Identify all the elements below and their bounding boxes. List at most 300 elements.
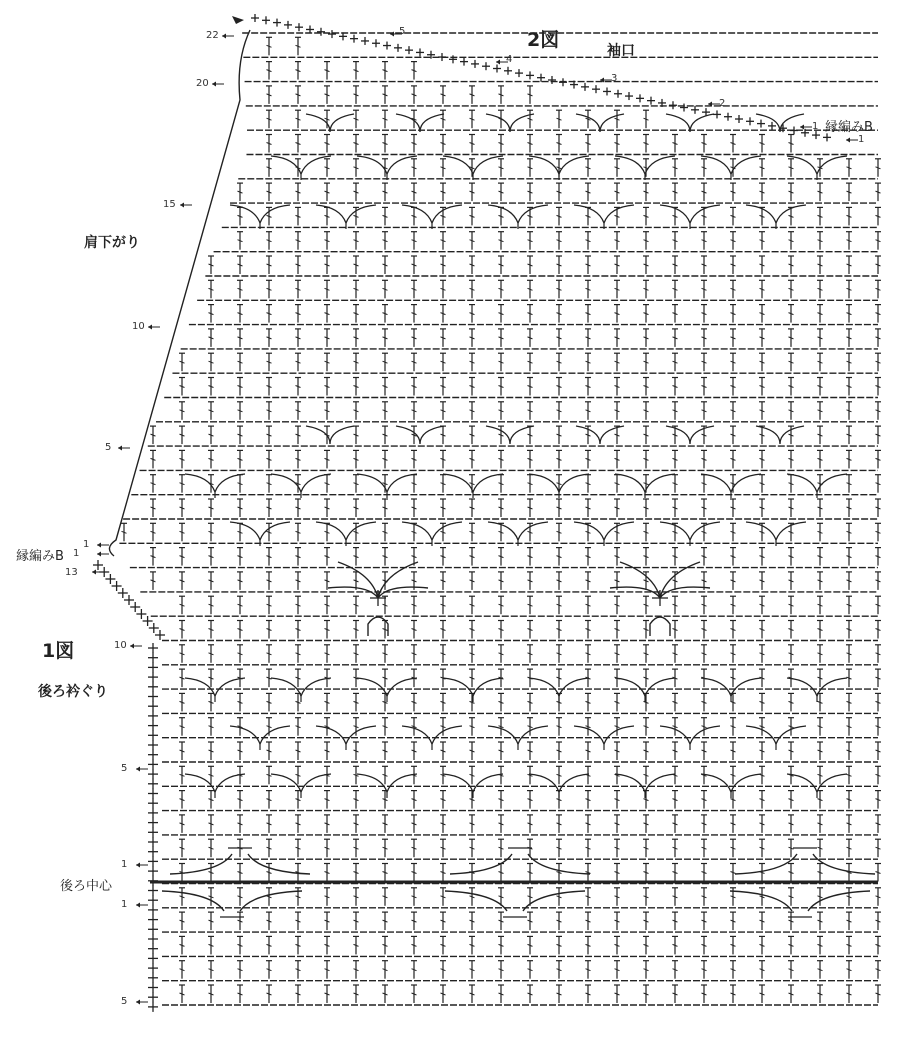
- double-crochet-stitch: [643, 621, 649, 639]
- double-crochet-stitch: [469, 450, 475, 468]
- double-crochet-stitch: [701, 985, 707, 1003]
- double-crochet-stitch: [527, 232, 533, 250]
- chain-arc-motif: [660, 205, 720, 229]
- double-crochet-stitch: [556, 815, 562, 833]
- double-crochet-stitch: [556, 135, 562, 153]
- chain-arc-motif: [488, 205, 548, 229]
- double-crochet-stitch: [817, 645, 823, 663]
- double-crochet-stitch: [672, 450, 678, 468]
- double-crochet-stitch: [585, 985, 591, 1003]
- double-crochet-stitch: [208, 353, 214, 371]
- double-crochet-stitch: [440, 766, 446, 784]
- double-crochet-stitch: [440, 110, 446, 128]
- double-crochet-stitch: [846, 548, 852, 566]
- double-crochet-stitch: [556, 645, 562, 663]
- double-crochet-stitch: [672, 766, 678, 784]
- double-crochet-stitch: [469, 329, 475, 347]
- double-crochet-stitch: [846, 621, 852, 639]
- double-crochet-stitch: [440, 912, 446, 930]
- double-crochet-stitch: [846, 936, 852, 954]
- double-crochet-stitch: [527, 86, 533, 104]
- chain-arc-motif: [746, 205, 806, 229]
- double-crochet-stitch: [527, 110, 533, 128]
- double-crochet-stitch: [266, 159, 272, 177]
- double-crochet-stitch: [527, 693, 533, 711]
- double-crochet-stitch: [324, 693, 330, 711]
- double-crochet-stitch: [179, 645, 185, 663]
- double-crochet-stitch: [295, 450, 301, 468]
- double-crochet-stitch: [846, 791, 852, 809]
- double-crochet-stitch: [788, 353, 794, 371]
- double-crochet-stitch: [701, 378, 707, 396]
- double-crochet-stitch: [179, 572, 185, 590]
- double-crochet-stitch: [846, 888, 852, 906]
- double-crochet-stitch: [730, 839, 736, 857]
- double-crochet-stitch: [237, 742, 243, 760]
- edging-row-number: 3: [611, 73, 618, 84]
- double-crochet-stitch: [817, 499, 823, 517]
- double-crochet-stitch: [295, 693, 301, 711]
- double-crochet-stitch: [208, 742, 214, 760]
- edging-row-number: 5: [399, 26, 406, 37]
- double-crochet-stitch: [469, 572, 475, 590]
- single-crochet-edging: [416, 48, 424, 56]
- double-crochet-stitch: [759, 159, 765, 177]
- double-crochet-stitch: [295, 378, 301, 396]
- double-crochet-stitch: [469, 985, 475, 1003]
- double-crochet-stitch: [295, 183, 301, 201]
- single-crochet-edging: [148, 856, 158, 866]
- single-crochet-edging: [306, 25, 314, 33]
- double-crochet-stitch: [643, 645, 649, 663]
- double-crochet-stitch: [382, 523, 388, 541]
- double-crochet-stitch: [585, 499, 591, 517]
- double-crochet-stitch: [411, 402, 417, 420]
- double-crochet-stitch: [846, 256, 852, 274]
- double-crochet-stitch: [759, 499, 765, 517]
- double-crochet-stitch: [875, 864, 881, 882]
- double-crochet-stitch: [498, 912, 504, 930]
- double-crochet-stitch: [643, 110, 649, 128]
- double-crochet-stitch: [382, 499, 388, 517]
- chain-arc-motif: [271, 678, 331, 702]
- double-crochet-stitch: [788, 621, 794, 639]
- double-crochet-stitch: [208, 985, 214, 1003]
- double-crochet-stitch: [614, 645, 620, 663]
- double-crochet-stitch: [672, 353, 678, 371]
- double-crochet-stitch: [788, 183, 794, 201]
- double-crochet-stitch: [527, 402, 533, 420]
- double-crochet-stitch: [759, 961, 765, 979]
- double-crochet-stitch: [556, 985, 562, 1003]
- double-crochet-stitch: [614, 791, 620, 809]
- double-crochet-stitch: [440, 864, 446, 882]
- double-crochet-stitch: [237, 232, 243, 250]
- double-crochet-stitch: [208, 305, 214, 323]
- double-crochet-stitch: [237, 256, 243, 274]
- double-crochet-stitch: [382, 839, 388, 857]
- double-crochet-stitch: [585, 936, 591, 954]
- double-crochet-stitch: [237, 985, 243, 1003]
- double-crochet-stitch: [208, 256, 214, 274]
- chain-arc-motif: [357, 156, 417, 180]
- chain-arc-motif: [357, 678, 417, 702]
- double-crochet-stitch: [759, 475, 765, 493]
- double-crochet-stitch: [382, 888, 388, 906]
- double-crochet-stitch: [266, 791, 272, 809]
- double-crochet-stitch: [411, 693, 417, 711]
- double-crochet-stitch: [353, 426, 359, 444]
- stitch-grid: [119, 33, 881, 1005]
- single-crochet-edging: [136, 609, 146, 619]
- double-crochet-stitch: [614, 159, 620, 177]
- double-crochet-stitch: [440, 450, 446, 468]
- double-crochet-stitch: [527, 596, 533, 614]
- fig1-row-number: 10: [114, 640, 127, 651]
- double-crochet-stitch: [411, 353, 417, 371]
- double-crochet-stitch: [817, 864, 823, 882]
- single-crochet-edging: [155, 630, 165, 640]
- double-crochet-stitch: [846, 718, 852, 736]
- double-crochet-stitch: [266, 499, 272, 517]
- double-crochet-stitch: [411, 791, 417, 809]
- double-crochet-stitch: [237, 596, 243, 614]
- double-crochet-stitch: [817, 183, 823, 201]
- double-crochet-stitch: [150, 523, 156, 541]
- double-crochet-stitch: [353, 378, 359, 396]
- double-crochet-stitch: [411, 232, 417, 250]
- fig1-row-number: 1: [121, 859, 128, 870]
- double-crochet-stitch: [440, 378, 446, 396]
- double-crochet-stitch: [266, 621, 272, 639]
- double-crochet-stitch: [527, 256, 533, 274]
- double-crochet-stitch: [701, 742, 707, 760]
- double-crochet-stitch: [527, 718, 533, 736]
- double-crochet-stitch: [788, 596, 794, 614]
- double-crochet-stitch: [324, 596, 330, 614]
- single-crochet-edging: [148, 934, 158, 944]
- double-crochet-stitch: [701, 475, 707, 493]
- double-crochet-stitch: [440, 86, 446, 104]
- double-crochet-stitch: [440, 135, 446, 153]
- single-crochet-edging: [504, 67, 512, 75]
- double-crochet-stitch: [527, 815, 533, 833]
- double-crochet-stitch: [527, 645, 533, 663]
- double-crochet-stitch: [266, 572, 272, 590]
- single-crochet-edging: [548, 76, 556, 84]
- sleeve-opening-label: 袖口: [607, 43, 635, 59]
- fan-motif: [735, 848, 875, 874]
- double-crochet-stitch: [875, 766, 881, 784]
- double-crochet-stitch: [614, 183, 620, 201]
- double-crochet-stitch: [353, 985, 359, 1003]
- double-crochet-stitch: [701, 450, 707, 468]
- double-crochet-stitch: [469, 378, 475, 396]
- double-crochet-stitch: [846, 183, 852, 201]
- double-crochet-stitch: [498, 499, 504, 517]
- edging-b-left-label: 縁編みB: [16, 549, 64, 564]
- row-arrow-icon: [212, 82, 224, 87]
- double-crochet-stitch: [643, 378, 649, 396]
- single-crochet-edging: [148, 808, 158, 818]
- double-crochet-stitch: [440, 329, 446, 347]
- single-crochet-edging: [148, 963, 158, 973]
- double-crochet-stitch: [614, 985, 620, 1003]
- double-crochet-stitch: [672, 159, 678, 177]
- double-crochet-stitch: [353, 305, 359, 323]
- double-crochet-stitch: [208, 645, 214, 663]
- double-crochet-stitch: [527, 936, 533, 954]
- double-crochet-stitch: [498, 839, 504, 857]
- double-crochet-stitch: [701, 839, 707, 857]
- double-crochet-stitch: [411, 888, 417, 906]
- edging-row-number: 2: [719, 98, 726, 109]
- double-crochet-stitch: [730, 402, 736, 420]
- double-crochet-stitch: [701, 864, 707, 882]
- double-crochet-stitch: [440, 742, 446, 760]
- double-crochet-stitch: [237, 280, 243, 298]
- double-crochet-stitch: [295, 596, 301, 614]
- double-crochet-stitch: [614, 353, 620, 371]
- double-crochet-stitch: [382, 305, 388, 323]
- double-crochet-stitch: [643, 232, 649, 250]
- double-crochet-stitch: [498, 475, 504, 493]
- double-crochet-stitch: [324, 523, 330, 541]
- double-crochet-stitch: [846, 232, 852, 250]
- single-crochet-edging: [515, 69, 523, 77]
- figure-1-label: 1図: [42, 640, 75, 662]
- double-crochet-stitch: [382, 718, 388, 736]
- double-crochet-stitch: [179, 475, 185, 493]
- double-crochet-stitch: [585, 475, 591, 493]
- double-crochet-stitch: [324, 645, 330, 663]
- double-crochet-stitch: [208, 815, 214, 833]
- double-crochet-stitch: [672, 305, 678, 323]
- double-crochet-stitch: [585, 766, 591, 784]
- double-crochet-stitch: [817, 912, 823, 930]
- double-crochet-stitch: [295, 936, 301, 954]
- double-crochet-stitch: [585, 839, 591, 857]
- double-crochet-stitch: [701, 159, 707, 177]
- double-crochet-stitch: [817, 936, 823, 954]
- double-crochet-stitch: [469, 766, 475, 784]
- double-crochet-stitch: [208, 621, 214, 639]
- double-crochet-stitch: [875, 718, 881, 736]
- double-crochet-stitch: [498, 936, 504, 954]
- double-crochet-stitch: [469, 183, 475, 201]
- double-crochet-stitch: [730, 961, 736, 979]
- single-crochet-edging: [148, 643, 158, 653]
- double-crochet-stitch: [875, 791, 881, 809]
- single-crochet-edging: [148, 789, 158, 799]
- single-crochet-edging: [149, 623, 159, 633]
- double-crochet-stitch: [701, 912, 707, 930]
- double-crochet-stitch: [440, 961, 446, 979]
- row-arrow-icon: [97, 543, 109, 548]
- double-crochet-stitch: [585, 207, 591, 225]
- double-crochet-stitch: [614, 742, 620, 760]
- chain-arc-motif: [666, 114, 714, 132]
- double-crochet-stitch: [643, 135, 649, 153]
- double-crochet-stitch: [295, 523, 301, 541]
- double-crochet-stitch: [527, 305, 533, 323]
- double-crochet-stitch: [498, 280, 504, 298]
- double-crochet-stitch: [295, 791, 301, 809]
- double-crochet-stitch: [672, 378, 678, 396]
- double-crochet-stitch: [875, 426, 881, 444]
- double-crochet-stitch: [556, 864, 562, 882]
- double-crochet-stitch: [266, 936, 272, 954]
- double-crochet-stitch: [701, 232, 707, 250]
- double-crochet-stitch: [759, 912, 765, 930]
- double-crochet-stitch: [556, 329, 562, 347]
- double-crochet-stitch: [324, 888, 330, 906]
- double-crochet-stitch: [295, 329, 301, 347]
- single-crochet-edging: [746, 117, 754, 125]
- double-crochet-stitch: [730, 645, 736, 663]
- double-crochet-stitch: [179, 766, 185, 784]
- double-crochet-stitch: [846, 329, 852, 347]
- double-crochet-stitch: [875, 475, 881, 493]
- double-crochet-stitch: [527, 572, 533, 590]
- double-crochet-stitch: [614, 548, 620, 566]
- double-crochet-stitch: [295, 548, 301, 566]
- double-crochet-stitch: [295, 815, 301, 833]
- double-crochet-stitch: [498, 329, 504, 347]
- double-crochet-stitch: [643, 499, 649, 517]
- double-crochet-stitch: [817, 985, 823, 1003]
- double-crochet-stitch: [701, 402, 707, 420]
- double-crochet-stitch: [498, 353, 504, 371]
- row-arrow-icon: [800, 125, 812, 130]
- back-center-label: 後ろ中心: [60, 879, 113, 894]
- double-crochet-stitch: [411, 523, 417, 541]
- double-crochet-stitch: [730, 378, 736, 396]
- double-crochet-stitch: [643, 961, 649, 979]
- double-crochet-stitch: [150, 426, 156, 444]
- double-crochet-stitch: [353, 693, 359, 711]
- chain-arc-motif: [486, 114, 534, 132]
- double-crochet-stitch: [875, 183, 881, 201]
- double-crochet-stitch: [179, 548, 185, 566]
- double-crochet-stitch: [208, 329, 214, 347]
- double-crochet-stitch: [875, 523, 881, 541]
- double-crochet-stitch: [411, 86, 417, 104]
- double-crochet-stitch: [556, 523, 562, 541]
- single-crochet-edging: [812, 131, 820, 139]
- double-crochet-stitch: [556, 936, 562, 954]
- double-crochet-stitch: [469, 232, 475, 250]
- double-crochet-stitch: [527, 280, 533, 298]
- back-neckline-label: 後ろ衿ぐり: [38, 684, 108, 700]
- double-crochet-stitch: [846, 305, 852, 323]
- row-arrow-icon: [136, 903, 148, 908]
- double-crochet-stitch: [353, 791, 359, 809]
- single-crochet-edging: [471, 60, 479, 68]
- double-crochet-stitch: [730, 815, 736, 833]
- double-crochet-stitch: [730, 596, 736, 614]
- double-crochet-stitch: [846, 912, 852, 930]
- double-crochet-stitch: [411, 961, 417, 979]
- double-crochet-stitch: [411, 766, 417, 784]
- chain-arc-motif: [230, 205, 290, 229]
- single-crochet-edging: [284, 21, 292, 29]
- double-crochet-stitch: [875, 159, 881, 177]
- double-crochet-stitch: [324, 548, 330, 566]
- double-crochet-stitch: [672, 402, 678, 420]
- single-crochet-edging: [680, 104, 688, 112]
- double-crochet-stitch: [353, 888, 359, 906]
- double-crochet-stitch: [498, 135, 504, 153]
- double-crochet-stitch: [730, 742, 736, 760]
- double-crochet-stitch: [295, 280, 301, 298]
- single-crochet-edging: [603, 87, 611, 95]
- double-crochet-stitch: [324, 985, 330, 1003]
- double-crochet-stitch: [179, 839, 185, 857]
- single-crochet-edging: [295, 23, 303, 31]
- double-crochet-stitch: [440, 548, 446, 566]
- double-crochet-stitch: [353, 912, 359, 930]
- double-crochet-stitch: [266, 645, 272, 663]
- double-crochet-stitch: [411, 475, 417, 493]
- double-crochet-stitch: [614, 329, 620, 347]
- single-crochet-edging: [148, 983, 158, 993]
- double-crochet-stitch: [498, 426, 504, 444]
- double-crochet-stitch: [295, 62, 301, 80]
- double-crochet-stitch: [382, 961, 388, 979]
- edging-left-row-number: 1: [73, 548, 80, 559]
- double-crochet-stitch: [411, 256, 417, 274]
- double-crochet-stitch: [556, 207, 562, 225]
- double-crochet-stitch: [237, 572, 243, 590]
- double-crochet-stitch: [527, 912, 533, 930]
- double-crochet-stitch: [643, 207, 649, 225]
- single-crochet-edging: [350, 35, 358, 43]
- double-crochet-stitch: [788, 232, 794, 250]
- single-crochet-edging: [148, 953, 158, 963]
- double-crochet-stitch: [440, 645, 446, 663]
- double-crochet-stitch: [295, 912, 301, 930]
- double-crochet-stitch: [875, 548, 881, 566]
- double-crochet-stitch: [730, 183, 736, 201]
- double-crochet-stitch: [875, 888, 881, 906]
- double-crochet-stitch: [788, 135, 794, 153]
- row-arrow-icon: [148, 325, 160, 330]
- double-crochet-stitch: [324, 86, 330, 104]
- double-crochet-stitch: [382, 450, 388, 468]
- double-crochet-stitch: [527, 621, 533, 639]
- double-crochet-stitch: [556, 110, 562, 128]
- chain-arc-motif: [574, 205, 634, 229]
- double-crochet-stitch: [295, 985, 301, 1003]
- double-crochet-stitch: [324, 791, 330, 809]
- double-crochet-stitch: [353, 62, 359, 80]
- double-crochet-stitch: [469, 305, 475, 323]
- double-crochet-stitch: [353, 232, 359, 250]
- double-crochet-stitch: [730, 499, 736, 517]
- single-crochet-edging: [112, 581, 122, 591]
- double-crochet-stitch: [266, 548, 272, 566]
- double-crochet-stitch: [527, 766, 533, 784]
- double-crochet-stitch: [875, 645, 881, 663]
- single-crochet-edging: [482, 62, 490, 70]
- fig2-row-number: 20: [196, 78, 209, 89]
- double-crochet-stitch: [846, 693, 852, 711]
- double-crochet-stitch: [411, 499, 417, 517]
- single-crochet-edging: [636, 94, 644, 102]
- double-crochet-stitch: [208, 888, 214, 906]
- chain-arc-motif: [701, 678, 761, 702]
